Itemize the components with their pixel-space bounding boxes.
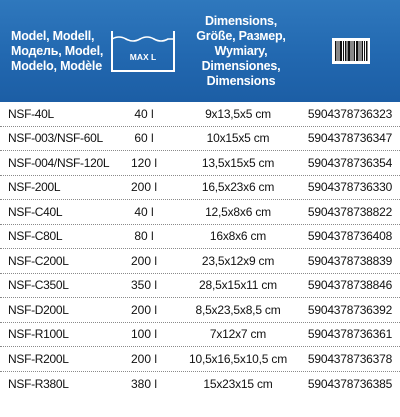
dimensions-cell: 7x12x7 cm [209,327,267,342]
model-cell: NSF-R200L [8,351,69,366]
dimensions-cell: 28,5x15x11 cm [199,278,277,293]
dimensions-cell: 10,5x16,5x10,5 cm [189,351,287,366]
model-cell: NSF-C80L [8,229,63,244]
water-tank-icon [109,28,177,74]
ean-cell: 5904378736378 [307,351,393,366]
volume-cell: 100 l [130,327,158,342]
table-row [0,225,400,250]
table-row [0,249,400,274]
ean-cell: 5904378736354 [307,155,393,170]
volume-cell: 60 l [134,131,154,146]
ean-cell: 5904378738822 [307,204,393,219]
barcode-icon [332,38,370,64]
dimensions-cell: 13,5x15x5 cm [201,155,275,170]
model-cell: NSF-003/NSF-60L [8,131,103,146]
ean-cell: 5904378736385 [307,376,393,391]
dimensions-cell: 8,5x23,5x8,5 cm [195,302,281,317]
ean-cell: 5904378738846 [307,278,393,293]
table-row [0,176,400,201]
model-cell: NSF-R380L [8,376,69,391]
header-dimensions-line: Dimensions [206,73,276,88]
table-row [0,323,400,348]
header-dimensions [180,14,302,89]
ean-cell: 5904378736408 [307,229,393,244]
table-row [0,200,400,225]
header-volume [105,28,180,74]
ean-cell: 5904378738839 [307,253,393,268]
volume-cell: 80 l [134,229,154,244]
ean-cell: 5904378736392 [307,302,393,317]
table-header [0,0,400,102]
volume-cell: 40 l [134,204,154,219]
model-cell: NSF-C40L [8,204,63,219]
volume-cell: 380 l [130,376,158,391]
header-model-line: Modelo, Modèle [11,58,102,73]
volume-cell: 200 l [130,180,158,195]
volume-cell: 200 l [130,302,158,317]
header-model [0,29,105,74]
model-cell: NSF-R100L [8,327,69,342]
dimensions-cell: 16,5x23x6 cm [201,180,275,195]
header-dimensions-line: Größe, Размер, [196,28,286,43]
table-row [0,102,400,127]
model-cell: NSF-C350L [8,278,69,293]
table-row [0,298,400,323]
table-row [0,127,400,152]
dimensions-cell: 12,5x8x6 cm [205,204,271,219]
table-row [0,151,400,176]
model-cell: NSF-40L [8,106,54,121]
header-dimensions-line: Dimensions, [204,13,278,28]
ean-cell: 5904378736361 [307,327,393,342]
volume-cell: 350 l [130,278,158,293]
dimensions-cell: 9x13,5x5 cm [205,106,271,121]
ean-cell: 5904378736347 [307,131,393,146]
header-volume-label: MAX L [129,52,156,62]
table-body [0,102,400,396]
model-cell: NSF-200L [8,180,61,195]
model-cell: NSF-D200L [8,302,69,317]
volume-cell: 120 l [130,155,158,170]
ean-cell: 5904378736323 [307,106,393,121]
dimensions-cell: 10x15x5 cm [206,131,270,146]
header-barcode [302,38,400,64]
volume-cell: 200 l [130,253,158,268]
header-dimensions-line: Wymiary, [214,43,268,58]
table-row [0,347,400,372]
header-dimensions-line: Dimensiones, [201,58,281,73]
model-cell: NSF-C200L [8,253,69,268]
table-row [0,274,400,299]
model-cell: NSF-004/NSF-120L [8,155,110,170]
dimensions-cell: 15x23x15 cm [203,376,273,391]
dimensions-cell: 16x8x6 cm [209,229,267,244]
volume-cell: 40 l [134,106,154,121]
dimensions-cell: 23,5x12x9 cm [201,253,275,268]
header-model-line: Модель, Model, [11,43,104,58]
header-model-line: Model, Modell, [11,28,95,43]
ean-cell: 5904378736330 [307,180,393,195]
table-row [0,372,400,397]
volume-cell: 200 l [130,351,158,366]
